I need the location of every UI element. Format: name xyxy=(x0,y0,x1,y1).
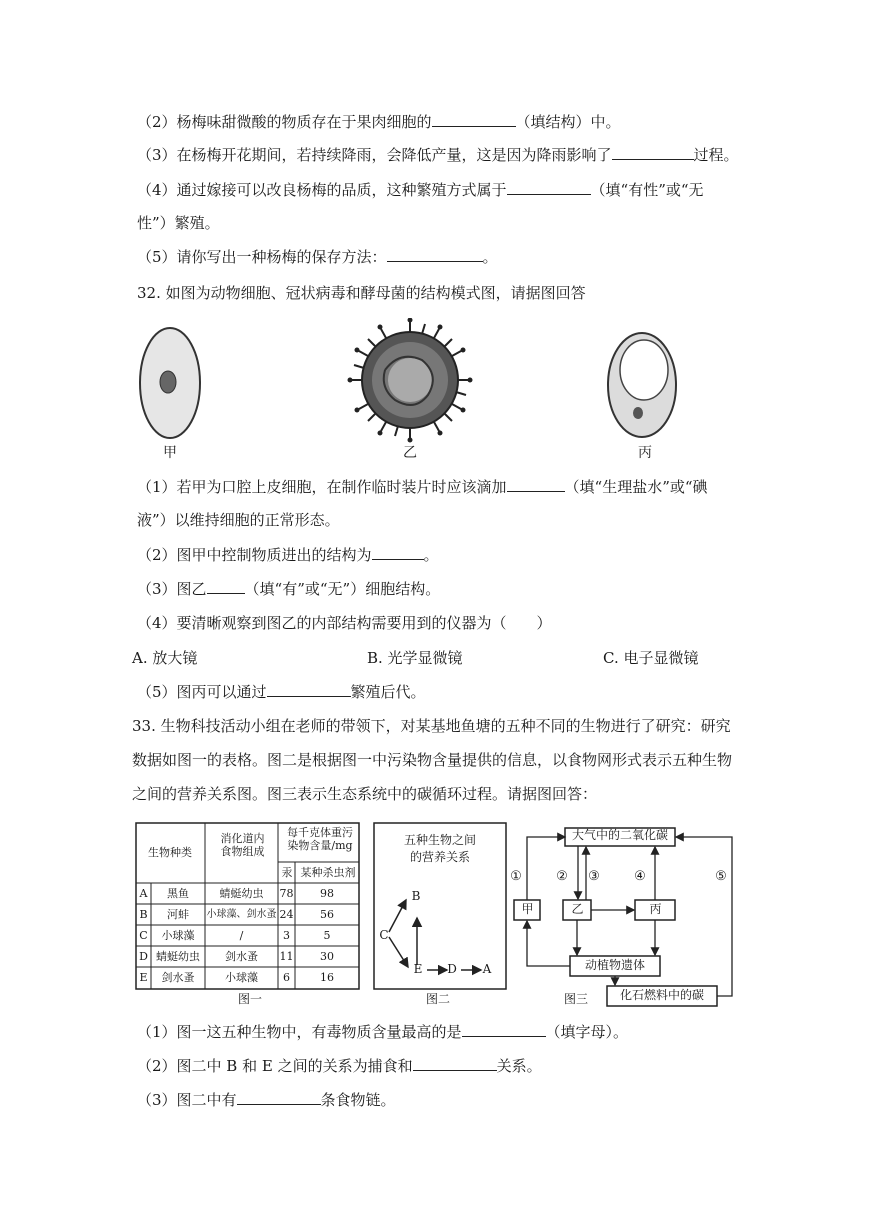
process-5: ⑤ xyxy=(715,869,727,884)
node-e: E xyxy=(413,962,423,976)
animal-cell-figure xyxy=(140,328,200,438)
answer-blank[interactable] xyxy=(432,112,516,127)
answer-blank[interactable] xyxy=(413,1056,497,1071)
node-a: A xyxy=(482,962,492,976)
arrow-c-to-b xyxy=(389,900,406,932)
option-a[interactable]: A. 放大镜 xyxy=(132,649,198,667)
q33-intro-line3: 之间的营养关系图。图三表示生态系统中的碳循环过程。请据图回答： xyxy=(132,785,598,803)
q32-part5: （5）图丙可以通过 繁殖后代。 xyxy=(137,683,426,701)
process-4: ④ xyxy=(634,869,646,884)
process-1: ① xyxy=(510,869,522,884)
q33-intro-line2: 数据如图一的表格。图二是根据图一中污染物含量提供的信息，以食物网形式表示五种生物 xyxy=(132,751,733,769)
fig3-carbon-cycle xyxy=(510,818,740,1008)
node-fossil-carbon: 化石燃料中的碳 xyxy=(619,988,704,1002)
option-c[interactable]: C. 电子显微镜 xyxy=(603,649,699,667)
q32-part4: （4）要清晰观察到图乙的内部结构需要用到的仪器为（ ） xyxy=(137,614,552,632)
table-header-mercury: 汞 xyxy=(281,866,293,879)
q33-part2: （2）图二中 B 和 E 之间的关系为捕食和 关系。 xyxy=(137,1057,542,1075)
answer-blank[interactable] xyxy=(507,477,565,492)
label-bing: 丙 xyxy=(638,445,652,461)
answer-blank[interactable] xyxy=(507,180,591,195)
node-b: B xyxy=(411,889,421,903)
q32-part2: （2）图甲中控制物质进出的结构为 。 xyxy=(137,546,439,564)
q31-part5: （5）请你写出一种杨梅的保存方法： 。 xyxy=(137,248,498,266)
q32-part1: （1）若甲为口腔上皮细胞，在制作临时装片时应该滴加 （填“生理盐水”或“碘 xyxy=(137,478,708,496)
process-3: ③ xyxy=(588,869,600,884)
q33-part3: （3）图二中有 条食物链。 xyxy=(137,1091,396,1109)
answer-blank[interactable] xyxy=(462,1022,546,1037)
node-d: D xyxy=(447,962,457,976)
table-header-species: 生物种类 xyxy=(148,846,192,859)
caption-fig2: 图二 xyxy=(425,992,450,1006)
q31-part3: （3）在杨梅开花期间，若持续降雨，会降低产量，这是因为降雨影响了 过程。 xyxy=(137,146,739,164)
q32-part3: （3）图乙 （填“有”或“无”）细胞结构。 xyxy=(137,580,441,598)
process-2: ② xyxy=(556,869,568,884)
answer-blank[interactable] xyxy=(372,545,424,560)
caption-fig1: 图一 xyxy=(237,992,262,1006)
q32-figures xyxy=(130,318,750,468)
node-yi: 乙 xyxy=(571,902,584,916)
label-yi: 乙 xyxy=(403,445,417,461)
option-b[interactable]: B. 光学显微镜 xyxy=(367,649,463,667)
answer-blank[interactable] xyxy=(612,145,694,160)
table-header-pesticide: 某种杀虫剂 xyxy=(300,866,356,879)
q32-title: 32. 如图为动物细胞、冠状病毒和酵母菌的结构模式图，请据图回答 xyxy=(137,284,586,302)
node-remains: 动植物遗体 xyxy=(584,958,645,972)
node-bing: 丙 xyxy=(649,902,662,916)
q31-part4: （4）通过嫁接可以改良杨梅的品质，这种繁殖方式属于 （填“有性”或“无 xyxy=(137,181,704,199)
table-header-food: 消化道内 食物组成 xyxy=(220,832,265,858)
coronavirus-figure xyxy=(348,318,473,443)
q33-intro-line1: 33. 生物科技活动小组在老师的带领下，对某基地鱼塘的五种不同的生物进行了研究：研究 xyxy=(132,717,731,735)
q32-part1-cont: 液”）以维持细胞的正常形态。 xyxy=(137,511,340,529)
node-atmosphere-co2: 大气中的二氧化碳 xyxy=(571,828,668,842)
answer-blank[interactable] xyxy=(237,1090,321,1105)
q31-part4-cont: 性”）繁殖。 xyxy=(137,214,220,232)
label-jia: 甲 xyxy=(163,445,177,461)
answer-blank[interactable] xyxy=(387,247,483,262)
caption-fig3: 图三 xyxy=(563,992,588,1006)
answer-blank[interactable] xyxy=(267,682,351,697)
node-c: C xyxy=(379,928,389,942)
table-header-pollutant: 每千克体重污 染物含量/mg xyxy=(287,826,353,852)
node-jia: 甲 xyxy=(521,902,534,916)
fig2-title: 五种生物之间 的营养关系 xyxy=(403,833,476,864)
q33-part1: （1）图一这五种生物中，有毒物质含量最高的是 （填字母）。 xyxy=(137,1023,629,1041)
q31-part2: （2）杨梅味甜微酸的物质存在于果肉细胞的 （填结构）中。 xyxy=(137,113,621,131)
yeast-cell-figure xyxy=(608,333,676,437)
answer-blank[interactable] xyxy=(207,579,245,594)
